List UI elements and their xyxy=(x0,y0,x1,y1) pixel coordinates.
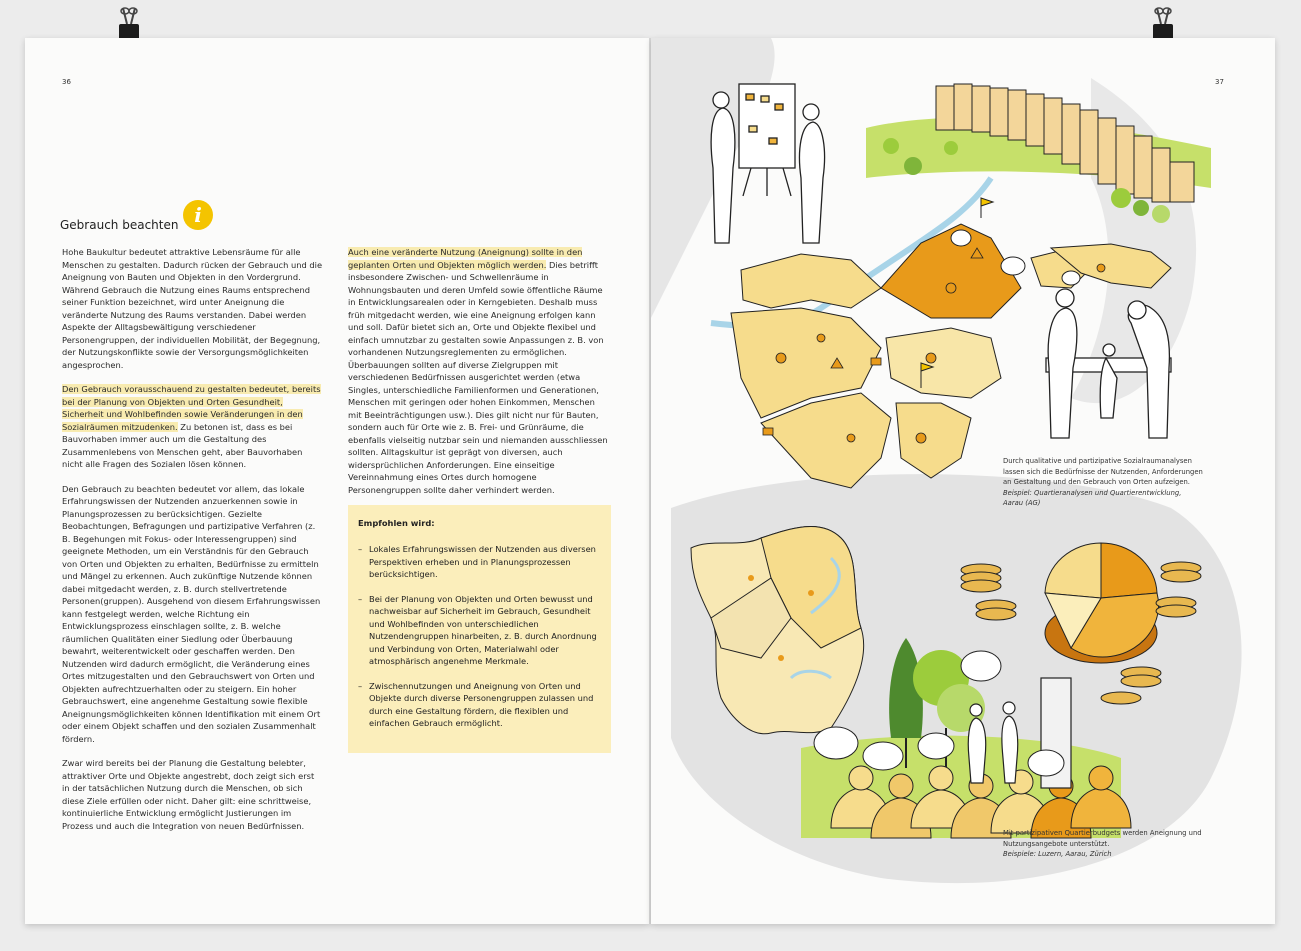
highlighted-text: Den Gebrauch vorausschauend zu gestalten bedeutet, bereits bei der Planung von Objekten und Orten Gesundheit, Sicherheit und Wohlbefinden sowie Veränderungen in den Sozialräumen mitzudenken. xyxy=(62,384,321,432)
paragraph-text: Zu betonen ist, dass es bei Bauvorhaben immer auch um die Gestaltung des Zusammenlebens von Menschen geht, aber Bauvorhaben nicht alle Fragen des Sozialen lösen können. xyxy=(62,421,303,469)
paragraph-text: Dies betrifft insbesondere Zwischen- und Schwellenräume in Wohnungsbauten und deren Umfeld sowie öffentliche Räume in Entwicklungsarealen oder in Kerngebieten. Deshalb muss früh mitgedacht werden, wie eine Aneignung erfolgen kann und soll. Dafür bietet sich an, Orte und Objekte flexibel und einfach umnutzbar zu gestalten sowie Anpassungen z. B. von vorhandenen Nutzungsreglementen zu ermöglichen. Überbauungen sollten auf diverse Zielgruppen mit verschiedenen Bedürfnissen ausgerichtet werden (etwa Singles, unterschiedliche Familienformen und Generationen, Menschen mit geringen oder hohen Einkommen, Menschen mit Beeinträchtigungen usw.). Dies gilt nicht nur für Bauten, sondern auch für Orte wie z. B. Frei- und Grünräume, die ebenfalls vielseitig nutzbar sein und niemanden ausschliessen sollten. Alltagskultur ist geprägt von diversen, auch widersprüchlichen Anforderungen. Eine einseitige Vereinnahmung eines Ortes durch homogene Personengruppen sollte daher verhindert werden. xyxy=(348,259,608,495)
list-item-text: Lokales Erfahrungswissen der Nutzenden aus diversen Perspektiven erheben und in Planungsprozessen berücksichtigen. xyxy=(369,544,596,579)
page-number-right: 37 xyxy=(1215,78,1224,86)
paragraph: Hohe Baukultur bedeutet attraktive Lebensräume für alle Menschen zu gestalten. Dadurch rücken der Gebrauch und die Aneignung von Bauten und Objekten in den Vordergrund. Während Gebrauch die Nutzung eines Raums entsprechend seiner Funktion bezeichnet, wird unter Aneignung die veränderte Nutzung des Raums verstanden. Dabei werden Aspekte der Alltagsbewältigung verschiedener Personengruppen, der individuellen Mobilität, der Begegnung, der Nutzungskonflikte sowie der Versorgungsmöglichkeiten angesprochen. xyxy=(62,247,323,370)
highlighted-text: Auch eine veränderte Nutzung (Aneignung) sollte in den geplanten Orten und Objekten möglich werden. xyxy=(348,247,583,270)
right-page xyxy=(651,38,1275,924)
list-item xyxy=(358,593,598,668)
figure-caption-1 xyxy=(1003,456,1203,509)
figure-caption-2 xyxy=(1003,828,1203,860)
paragraph: Den Gebrauch zu beachten bedeutet vor allem, das lokale Erfahrungswissen der Nutzenden anzuerkennen sowie in Planungsprozessen zu berücksichtigen. Gezielte Beobachtungen, Befragungen und partizipative Verfahren (z. B. Begehungen mit Fokus- oder Interessengruppen) sind geeignete Methoden, um ein Verständnis für den Gebrauch von Orten und Objekten zu erhalten, Bedürfnisse zu ermitteln und Mängel zu erkennen. Auch zukünftige Nutzende können dabei mitgedacht werden, z. B. durch stellvertretende Personen(gruppen). Ausgehend von diesem Erfahrungswissen kann festgelegt werden, welche Richtung ein Entwicklungsprozess einschlagen sollte, z. B. welche räumlichen Qualitäten einer Siedlung oder Überbauung bewahrt, weiterentwickelt oder geschaffen werden. Den Nutzenden wird dadurch ermöglicht, die Veränderung eines Ortes mitzugestalten und den Gebrauchswert von Orten und Objekten aufrechtzuerhalten oder zu steigern. Ein hoher Gebrauchswert, eine angenehme Gestaltung sowie flexible Aneignungsmöglichkeiten können Identifikation mit einem Ort oder einem Objekt schaffen und den sozialen Zusammenhalt fördern. xyxy=(62,483,321,744)
info-icon: i xyxy=(183,200,213,230)
section-title: Gebrauch beachten xyxy=(60,218,179,232)
caption-example: Beispiel: Quartieranalysen und Quartierentwicklung, Aarau (AG) xyxy=(1003,488,1182,507)
paragraph xyxy=(348,246,610,496)
caption-example: Beispiele: Luzern, Aarau, Zürich xyxy=(1003,850,1112,858)
paragraph: Zwar wird bereits bei der Planung die Gestaltung belebter, attraktiver Orte und Objekte angestrebt, doch zeigt sich erst in der tatsächlichen Nutzung durch die Menschen, ob sich diese Ziele erfüllen oder nicht. Daher gilt: eine schrittweise, kontinuierliche Entwicklung ermöglicht Justierungen im Prozess und auch die Integration von neuen Bedürfnissen. xyxy=(62,758,315,831)
list-dash: – xyxy=(358,593,363,604)
paragraph xyxy=(62,383,324,471)
caption-text: Durch qualitative und partizipative Sozialraumanalysen lassen sich die Bedürfnisse der Nutzenden, Anforderungen an Gestaltung und den Gebrauch von Orten aufzeigen. xyxy=(1003,457,1203,486)
list-item-text: Bei der Planung von Objekten und Orten bewusst und nachweisbar auf Sicherheit im Gebrauch, Gesundheit und Wohlbefinden von unterschiedlichen Nutzendengruppen hinarbeiten, z. B. durch Anordnung und Verbindung von Orten, Materialwahl oder atmosphärisch angenehme Merkmale. xyxy=(369,593,597,666)
recommendation-box xyxy=(348,505,611,753)
recommendation-title: Empfohlen wird: xyxy=(358,518,435,528)
list-item xyxy=(358,543,598,581)
list-item xyxy=(358,680,598,730)
recommendation-list xyxy=(358,543,598,742)
left-page xyxy=(25,38,649,924)
budget-pie-illustration xyxy=(1045,543,1159,663)
list-dash: – xyxy=(358,544,363,554)
page-number-left: 36 xyxy=(62,78,71,86)
list-dash: – xyxy=(358,680,363,691)
left-text-column xyxy=(62,246,324,844)
middle-text-column xyxy=(348,246,610,508)
caption-text: Mit partizipativen Quartierbudgets werden Aneignung und Nutzungsangebote unterstützt. xyxy=(1003,829,1202,848)
list-item-text: Zwischennutzungen und Aneignung von Orten und Objekte durch diverse Personengruppen zulassen und durch eine Gestaltung fördern, die flexiblen und einfachen Gebrauch ermöglicht. xyxy=(369,680,594,728)
buildings-illustration xyxy=(866,84,1211,223)
